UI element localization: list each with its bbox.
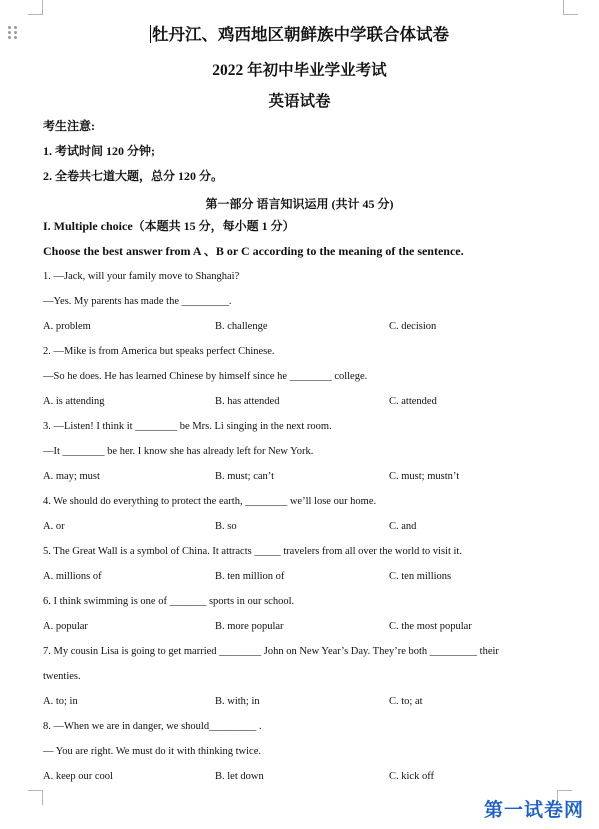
question-5-option-c: C. ten millions	[389, 571, 452, 582]
question-3-option-a: A. may; must	[43, 471, 100, 482]
section-instruction: Choose the best answer from A 、B or C according to the meaning of the sentence.	[43, 244, 464, 258]
question-1-option-b: B. challenge	[215, 321, 268, 332]
question-3-line-2: —It ________ be her. I know she has already left for New York.	[43, 446, 314, 457]
question-8-line-2: — You are right. We must do it with thinking twice.	[43, 746, 261, 757]
question-3-option-c: C. must; mustn’t	[389, 471, 460, 482]
question-2-line-1: 2. —Mike is from America but speaks perfect Chinese.	[43, 346, 275, 357]
question-4-line-1: 4. We should do everything to protect the earth, ________ we’ll lose our home.	[43, 496, 377, 507]
notice-item-1: 1. 考试时间 120 分钟;	[43, 144, 155, 158]
exam-subject: 英语试卷	[268, 93, 331, 110]
question-1-line-1: 1. —Jack, will your family move to Shanghai?	[43, 271, 240, 282]
crop-mark-bottom-left	[28, 790, 43, 805]
question-4-option-a: A. or	[43, 521, 65, 532]
question-7-line-1: 7. My cousin Lisa is going to get married ________ John on New Year’s Day. They’re both _________ their	[43, 646, 499, 657]
notice-item-2: 2. 全卷共七道大题，总分 120 分。	[43, 169, 224, 183]
question-6-option-b: B. more popular	[215, 621, 284, 632]
question-2-option-a: A. is attending	[43, 396, 105, 407]
section-title: I. Multiple choice（本题共 15 分，每小题 1 分）	[43, 219, 295, 233]
question-4-option-c: C. and	[389, 521, 417, 532]
question-5-option-b: B. ten million of	[215, 571, 285, 582]
question-1-option-c: C. decision	[389, 321, 437, 332]
exam-subtitle: 2022 年初中毕业学业考试	[212, 62, 387, 79]
question-6-line-1: 6. I think swimming is one of _______ sports in our school.	[43, 596, 295, 607]
question-7-option-a: A. to; in	[43, 696, 78, 707]
watermark-logo: 第一试卷网	[484, 800, 585, 821]
question-7-option-b: B. with; in	[215, 696, 260, 707]
question-2-line-2: —So he does. He has learned Chinese by himself since he ________ college.	[43, 371, 368, 382]
question-1-option-a: A. problem	[43, 321, 91, 332]
question-5-line-1: 5. The Great Wall is a symbol of China. It attracts _____ travelers from all over the world to visit it.	[43, 546, 462, 557]
text-cursor	[150, 25, 151, 43]
exam-title-text: 牡丹江、鸡西地区朝鲜族中学联合体试卷	[152, 25, 449, 44]
crop-mark-top-right	[563, 0, 578, 15]
question-4-option-b: B. so	[215, 521, 237, 532]
question-6-option-a: A. popular	[43, 621, 88, 632]
crop-mark-top-left	[28, 0, 43, 15]
exam-title	[0, 21, 599, 45]
question-8-line-1: 8. —When we are in danger, we should_________ .	[43, 721, 262, 732]
question-2-option-c: C. attended	[389, 396, 437, 407]
question-6-option-c: C. the most popular	[389, 621, 472, 632]
notice-heading: 考生注意:	[43, 119, 95, 133]
part-heading: 第一部分 语言知识运用 (共计 45 分)	[205, 197, 394, 211]
question-1-line-2: —Yes. My parents has made the _________.	[43, 296, 232, 307]
question-7-line-2: twenties.	[43, 671, 81, 682]
question-8-option-b: B. let down	[215, 771, 264, 782]
question-7-option-c: C. to; at	[389, 696, 423, 707]
question-2-option-b: B. has attended	[215, 396, 280, 407]
question-3-line-1: 3. —Listen! I think it ________ be Mrs. Li singing in the next room.	[43, 421, 332, 432]
question-5-option-a: A. millions of	[43, 571, 102, 582]
question-3-option-b: B. must; can’t	[215, 471, 275, 482]
question-8-option-a: A. keep our cool	[43, 771, 113, 782]
question-8-option-c: C. kick off	[389, 771, 435, 782]
